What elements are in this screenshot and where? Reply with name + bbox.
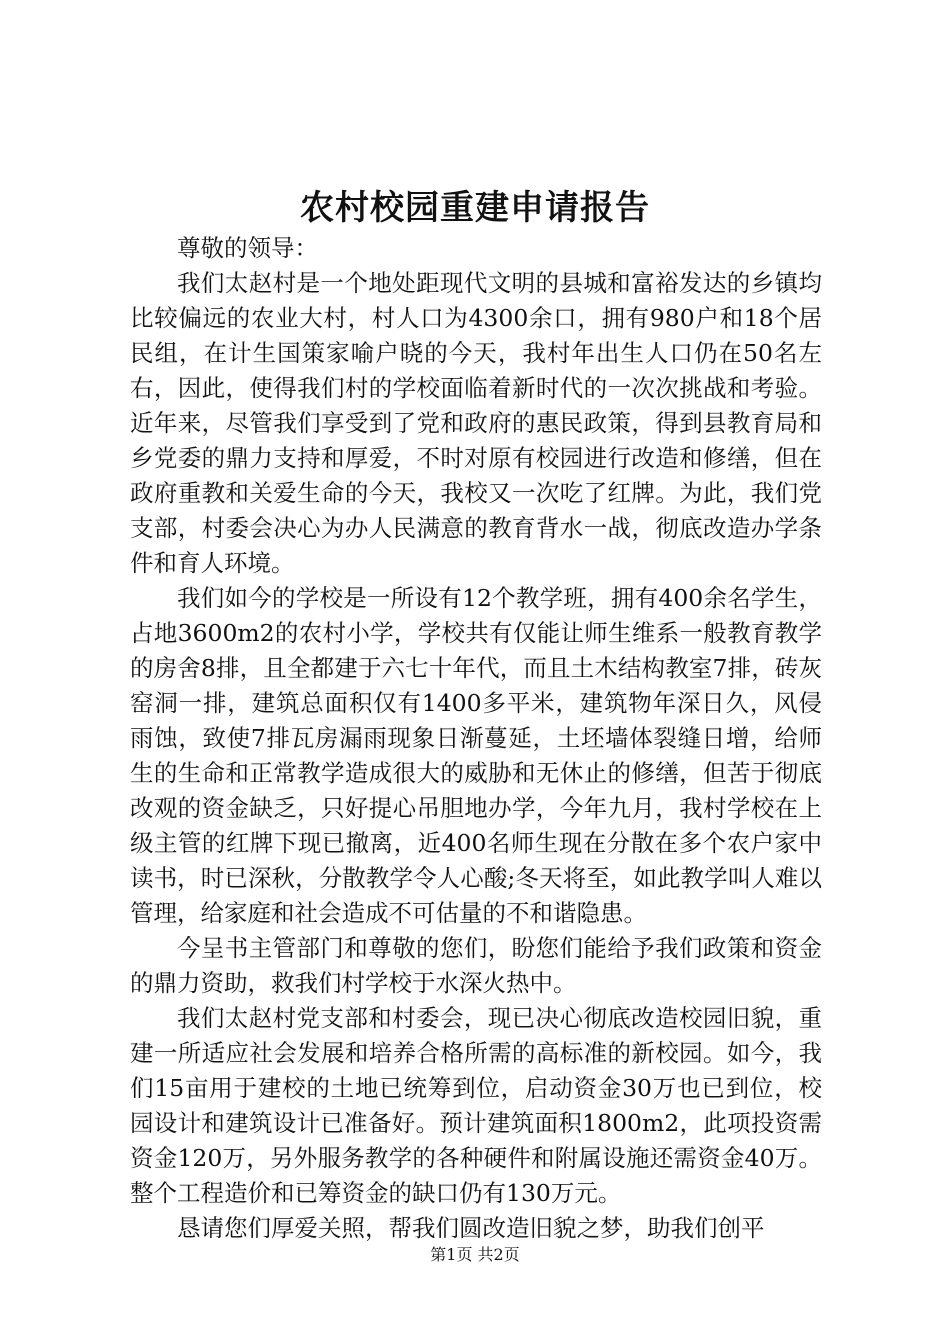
paragraph: 恳请您们厚爱关照，帮我们圆改造旧貌之梦，助我们创平: [177, 1214, 765, 1242]
document-body: [130, 231, 822, 1246]
paragraph: 我们太赵村是一个地处距现代文明的县城和富裕发达的乡镇均比较偏远的农业大村，村人口为4300余口，拥有980户和18个居民组，在计生国策家喻户晓的今天，我村年出生人口仍在50名左右，因此，使得我们村的学校面临着新时代的一次次挑战和考验。近年来，尽管我们享受到了党和政府的惠民政策，得到县教育局和乡党委的鼎力支持和厚爱，不时对原有校园进行改造和修缮，但在政府重教和关爱生命的今天，我校又一次吃了红牌。为此，我们党支部，村委会决心为办人民满意的教育背水一战，彻底改造办学条件和育人环境。: [130, 269, 822, 577]
paragraph: 我们如今的学校是一所设有12个教学班，拥有400余名学生，占地3600m2的农村小学，学校共有仅能让师生维系一般教育教学的房舍8排，且全都建于六七十年代，而且土木结构教室7排，砖灰窑洞一排，建筑总面积仅有1400多平米，建筑物年深日久，风侵雨蚀，致使7排瓦房漏雨现象日渐蔓延，土坯墙体裂缝日增，给师生的生命和正常教学造成很大的威胁和无休止的修缮，但苦于彻底改观的资金缺乏，只好提心吊胆地办学，今年九月，我村学校在上级主管的红牌下现已撤离，近400名师生现在分散在多个农户家中读书，时已深秋，分散教学令人心酸;冬天将至，如此教学叫人难以管理，给家庭和社会造成不可估量的不和谐隐患。: [130, 584, 822, 927]
paragraph: 今呈书主管部门和尊敬的您们，盼您们能给予我们政策和资金的鼎力资助，救我们村学校于水深火热中。: [130, 934, 822, 997]
document-title: 农村校园重建申请报告: [300, 188, 650, 228]
paragraph: 我们太赵村党支部和村委会，现已决心彻底改造校园旧貌，重建一所适应社会发展和培养合格所需的高标准的新校园。如今，我们15亩用于建校的土地已统筹到位，启动资金30万也已到位，校园设计和建筑设计已准备好。预计建筑面积1800m2，此项投资需资金120万，另外服务教学的各种硬件和附属设施还需资金40万。整个工程造价和已筹资金的缺口仍有130万元。: [130, 1004, 822, 1207]
salutation: 尊敬的领导：: [177, 234, 318, 262]
page-footer: 第1页 共2页: [430, 1245, 520, 1264]
